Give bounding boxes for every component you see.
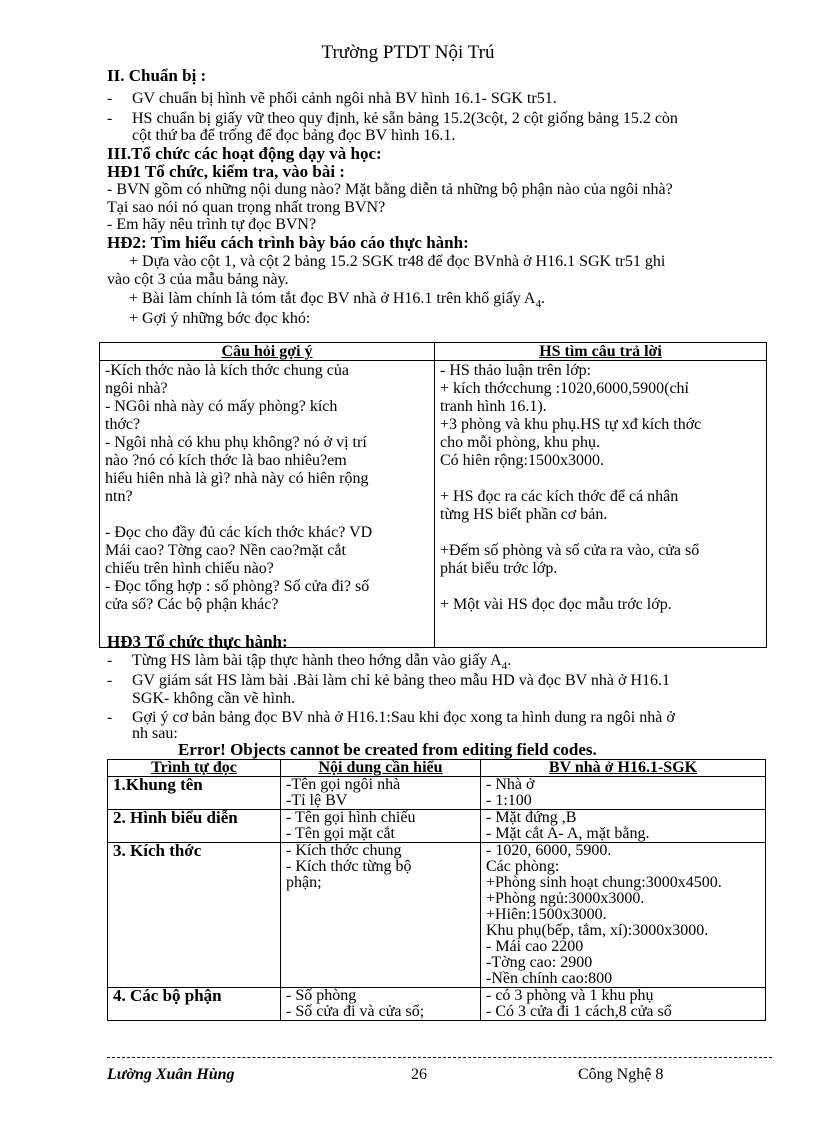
footer-divider (107, 1057, 772, 1058)
row-answer-line: +Hiên:1500x3000. (486, 906, 607, 923)
answer-line (440, 578, 761, 596)
row-content-line: -Tên gọi ngôi nhà (286, 776, 401, 793)
row-content-line: - Kích thớc từng bộ (286, 858, 412, 875)
hd3-item-3-cont: nh sau: (132, 725, 178, 742)
question-line: cửa sổ? Các bộ phận khác? (105, 596, 279, 613)
question-line: - Ngôi nhà có khu phụ không? nó ở vị trí (105, 434, 367, 451)
hd3-item-2-cont: SGK- không cần vẽ hình. (132, 690, 296, 707)
column-header-content: Nội dung cần hiểu (281, 760, 481, 777)
row-content-line: -Tỉ lệ BV (286, 792, 348, 809)
row-answer-line: - Mặt đứng ,B (486, 809, 577, 826)
row-answer-line: +Phòng ngủ:3000x3000. (486, 890, 645, 907)
row-content-cell (281, 810, 481, 843)
answer-line: +3 phòng và khu phụ.HS tự xđ kích thớc (440, 416, 702, 433)
row-content-cell (281, 777, 481, 810)
questions-cell (100, 361, 435, 648)
row-answer-cell (481, 988, 766, 1021)
row-content-line: phận; (286, 874, 322, 891)
table-row (108, 777, 766, 810)
answer-line: cho mỗi phòng, khu phụ. (440, 434, 600, 451)
row-answer-line: - Mái cao 2200 (486, 938, 584, 955)
column-header-questions: Câu hỏi gợi ý (100, 343, 435, 361)
row-answer-line: - 1:100 (486, 792, 532, 809)
question-line: hiểu hiên nhà là gì? nhà này có hiên rộng (105, 470, 369, 487)
row-answer-cell (481, 810, 766, 843)
answer-line: từng HS biết phần cơ bản. (440, 506, 608, 523)
section-2-heading: II. Chuẩn bị : (107, 66, 207, 85)
answer-line: + kích thớcchung :1020,6000,5900(chỉ (440, 380, 689, 397)
reading-table (107, 759, 766, 1021)
column-header-order: Trình tự đọc (108, 760, 281, 777)
hd1-heading: HĐ1 Tổ chức, kiểm tra, vào bài : (107, 162, 345, 181)
row-content-line: - Tên gọi hình chiếu (286, 809, 416, 826)
question-line: Mái cao? Tờng cao? Nền cao?mặt cắt (105, 542, 346, 559)
row-answer-line: - Mặt cắt A- A, mặt bằng. (486, 825, 650, 842)
row-label: 4. Các bộ phận (108, 988, 281, 1021)
hd2-line-3: + Bài làm chính là tóm tắt đọc BV nhà ở H16.1 trên khổ giấy $A_4$. (129, 290, 545, 311)
answer-line: - HS thảo luận trên lớp: (440, 362, 592, 379)
question-line: ntn? (105, 488, 133, 505)
table-row (108, 810, 766, 843)
answer-line: + Một vài HS đọc đọc mẫu trớc lớp. (440, 596, 672, 613)
hd1-line-1: - BVN gồm có những nội dung nào? Mặt bằng diễn tả những bộ phận nào của ngôi nhà? (107, 181, 673, 198)
row-answer-line: - Nhà ở (486, 776, 535, 793)
answer-line: + HS đọc ra các kích thớc để cá nhân (440, 488, 679, 505)
error-message: Error! Objects cannot be created from editing field codes. (178, 740, 597, 759)
question-line (105, 506, 429, 524)
question-line: - Đọc cho đầy đủ các kích thớc khác? VD (105, 524, 373, 541)
section-3-heading: III.Tổ chức các hoạt động dạy và học: (107, 144, 382, 163)
row-content-line: - Số cửa đi và cửa sổ; (286, 1003, 425, 1020)
question-line: nào ?nó có kích thớc là bao nhiêu?em (105, 452, 347, 469)
row-content-cell (281, 843, 481, 988)
footer-subject: Công Nghệ 8 (578, 1066, 664, 1083)
row-answer-line: +Phòng sinh hoạt chung:3000x4500. (486, 874, 722, 891)
row-answer-cell (481, 843, 766, 988)
answer-line: tranh hình 16.1). (440, 398, 547, 415)
row-answer-line: -Nền chính cao:800 (486, 970, 613, 987)
question-line: ngôi nhà? (105, 380, 168, 397)
question-line: thớc? (105, 416, 141, 433)
column-header-drawing: BV nhà ở H16.1-SGK (481, 760, 766, 777)
answer-line: +Đếm số phòng và số cửa ra vào, cửa sổ (440, 542, 700, 559)
hd2-line-2: vào cột 3 của mẫu bảng này. (107, 271, 289, 288)
hd3-heading: HĐ3 Tổ chức thực hành: (107, 632, 288, 651)
hd1-line-2: Tại sao nói nó quan trọng nhất trong BVN? (107, 199, 386, 216)
row-content-line: - Tên gọi mặt cắt (286, 825, 395, 842)
hd2-line-1: + Dựa vào cột 1, và cột 2 bảng 15.2 SGK tr48 để đọc BVnhà ở H16.1 SGK tr51 ghi (129, 253, 666, 270)
row-label: 2. Hình biểu diễn (108, 810, 281, 843)
answers-cell (435, 361, 767, 648)
row-label: 1.Khung tên (108, 777, 281, 810)
answer-line (440, 524, 761, 542)
row-answer-line: - 1020, 6000, 5900. (486, 842, 612, 859)
row-label: 3. Kích thớc (108, 843, 281, 988)
row-answer-cell (481, 777, 766, 810)
footer-page-number: 26 (411, 1066, 427, 1083)
column-header-answers: HS tìm câu trả lời (435, 343, 767, 361)
section-2-item-2-cont: cột thứ ba để trống để đọc bảng đọc BV hình 16.1. (132, 127, 456, 144)
question-line: chiếu trên hình chiếu nào? (105, 560, 274, 577)
answer-line (440, 470, 761, 488)
row-answer-line: -Tờng cao: 2900 (486, 954, 593, 971)
footer-author: Lường Xuân Hùng (107, 1066, 235, 1083)
guide-question-table (99, 342, 767, 648)
page-header: Trường PTDT Nội Trú (321, 42, 495, 63)
row-content-line: - Số phòng (286, 987, 357, 1004)
hd2-heading: HĐ2: Tìm hiểu cách trình bày báo cáo thực hành: (107, 233, 469, 252)
hd2-line-4: + Gợi ý những bớc đọc khó: (129, 310, 311, 327)
question-line: - Đọc tổng hợp : số phòng? Số cửa đi? số (105, 578, 370, 595)
row-answer-line: Khu phụ(bếp, tắm, xí):3000x3000. (486, 922, 709, 939)
row-content-cell (281, 988, 481, 1021)
answer-line: Có hiên rộng:1500x3000. (440, 452, 604, 469)
answer-line: phát biểu trớc lớp. (440, 560, 558, 577)
row-answer-line: - có 3 phòng và 1 khu phụ (486, 987, 654, 1004)
table-row (108, 988, 766, 1021)
table-row (108, 843, 766, 988)
question-line: - NGôi nhà này có mấy phòng? kích (105, 398, 338, 415)
row-answer-line: - Có 3 cửa đi 1 cách,8 cửa sổ (486, 1003, 672, 1020)
row-content-line: - Kích thớc chung (286, 842, 402, 859)
question-line: -Kích thớc nào là kích thớc chung của (105, 362, 349, 379)
hd1-line-3: - Em hãy nêu trình tự đọc BVN? (107, 216, 317, 233)
row-answer-line: Các phòng: (486, 858, 560, 875)
